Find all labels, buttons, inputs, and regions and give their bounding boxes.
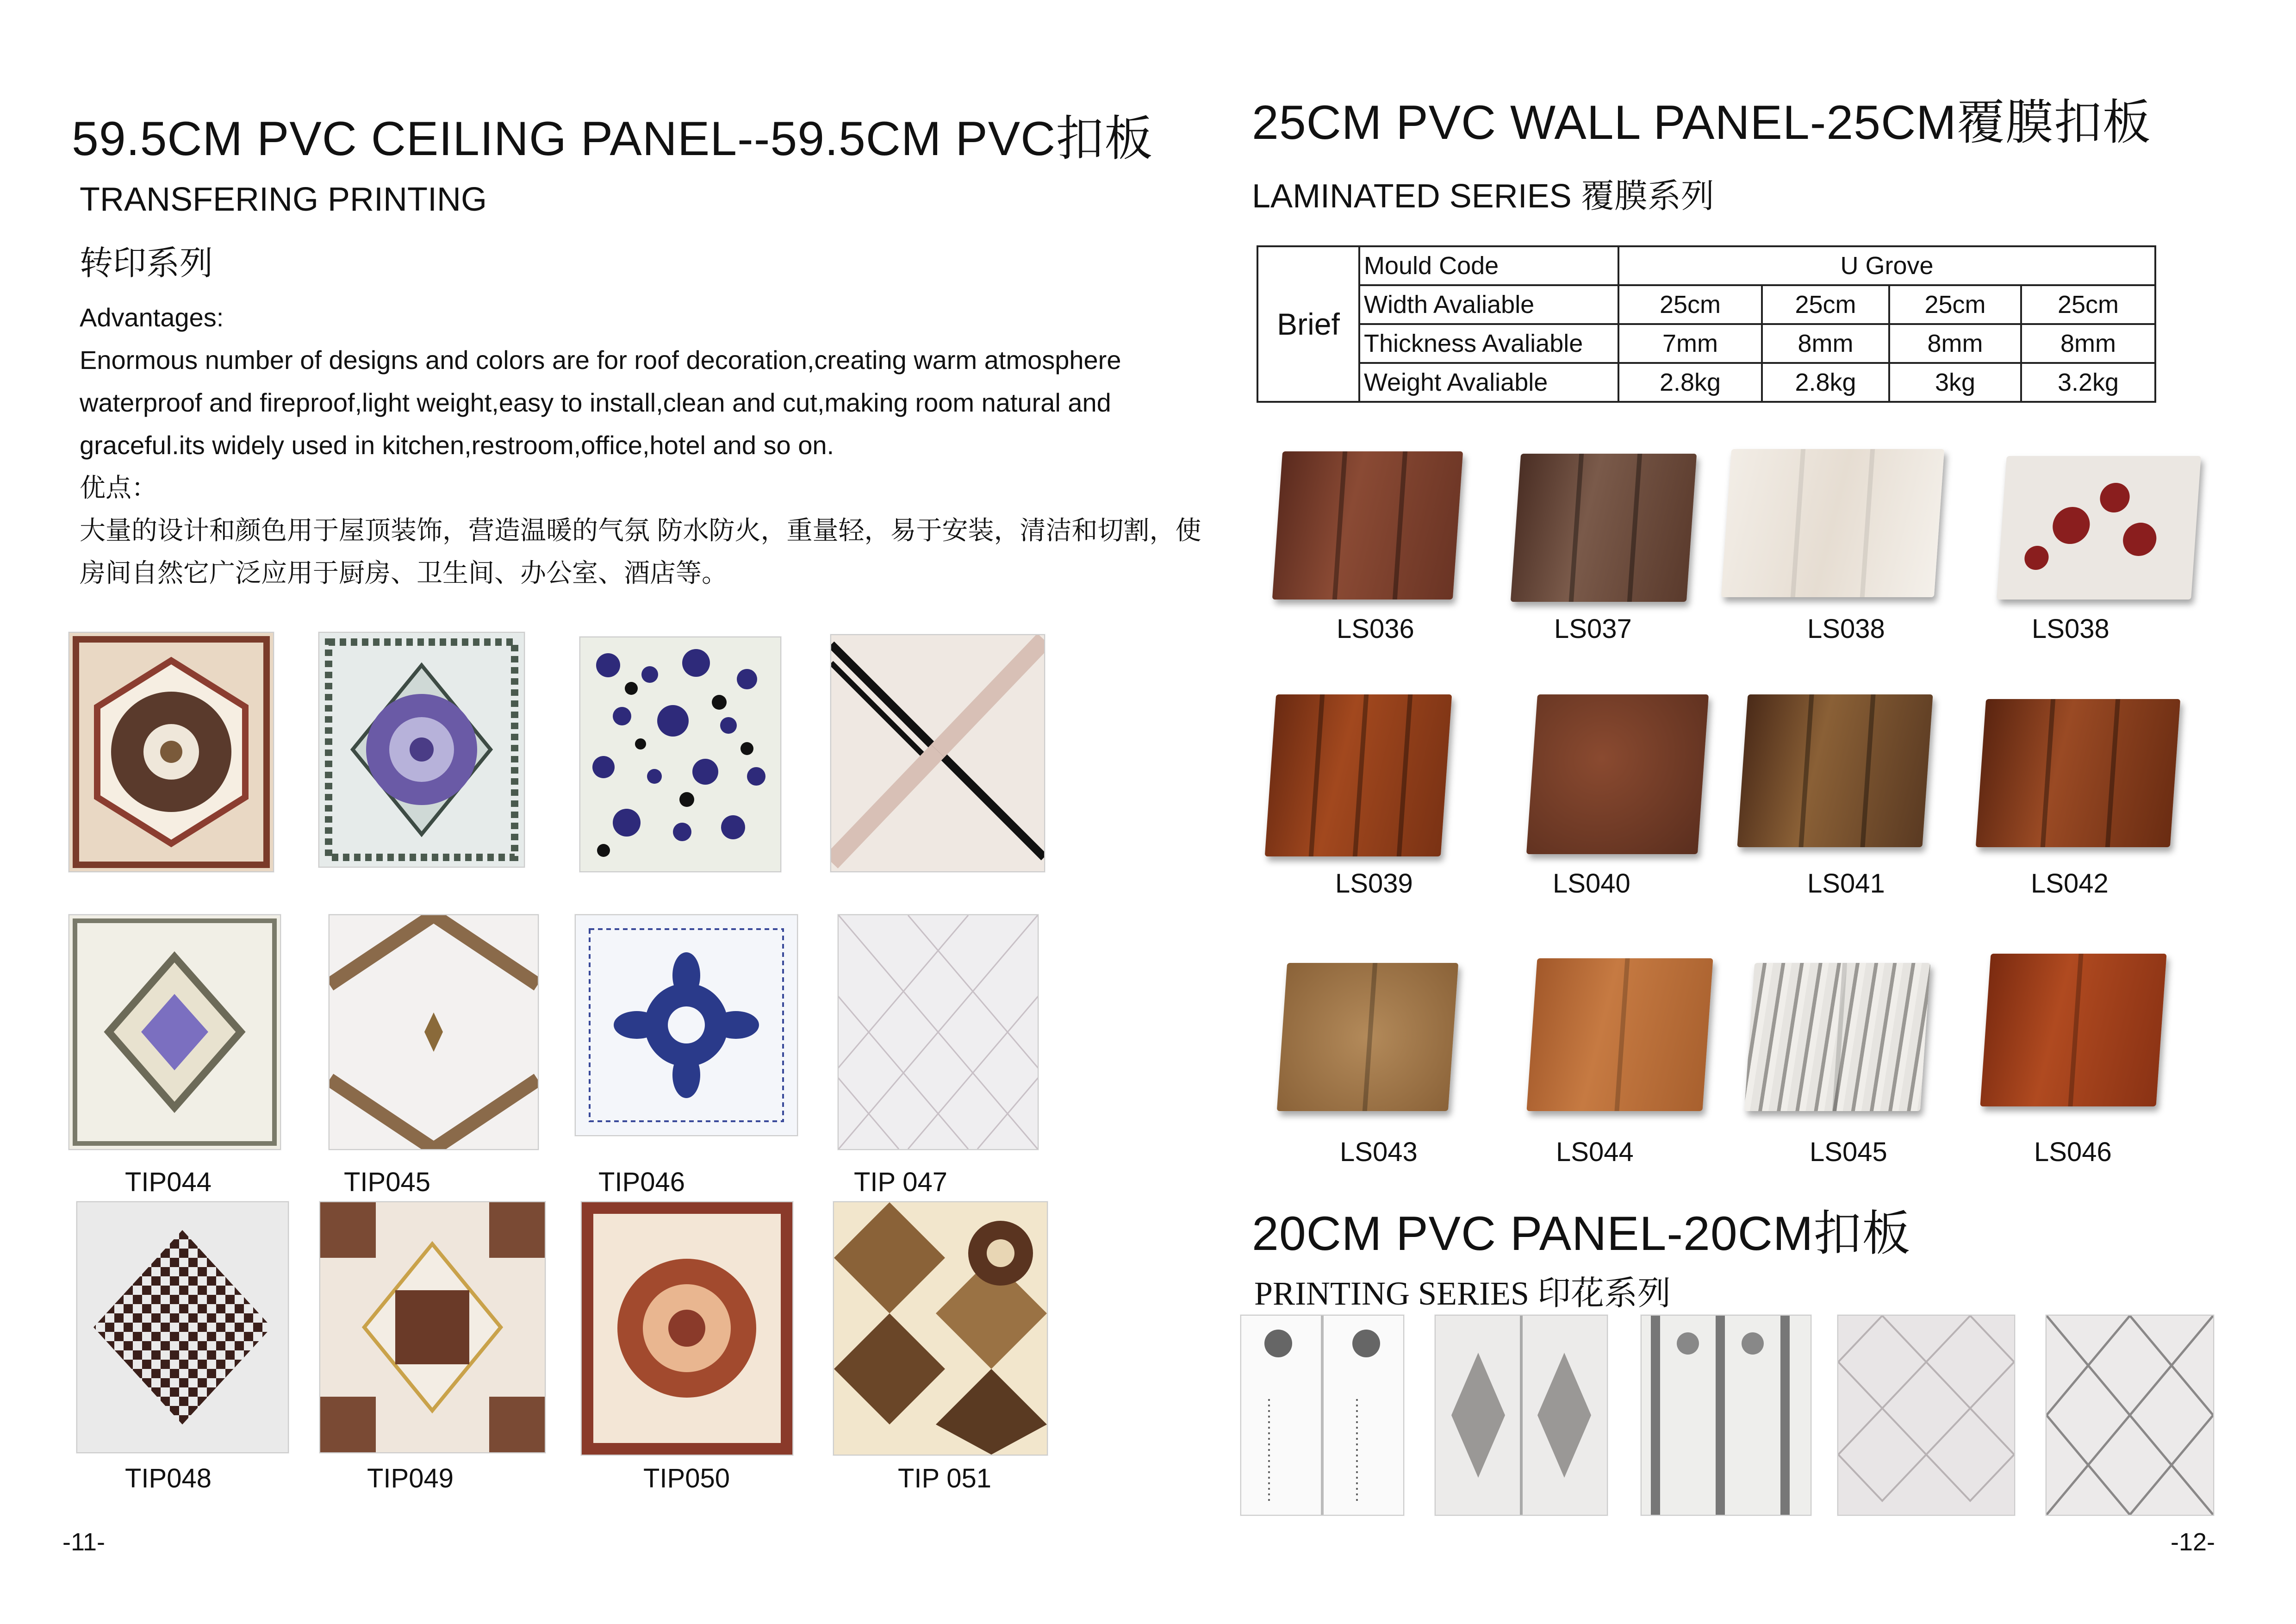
spec-cell: 25cm [1762,285,1889,324]
product-code-label: TIP049 [367,1463,454,1493]
product-code-label: LS036 [1337,614,1414,644]
spec-cell: 25cm [1618,285,1762,324]
printing-panel-image [1641,1315,1811,1516]
advantages-heading: Advantages: [80,303,224,332]
product-code-label: TIP048 [125,1463,212,1493]
advantages-cn-line: 大量的设计和颜色用于屋顶装饰，营造温暖的气氛 防水防火，重量轻，易于安装，清洁和切割，使 [80,516,1201,545]
ceiling-panel-image [575,914,798,1136]
wall-panel-image [1265,694,1452,856]
spec-cell: 2.8kg [1618,363,1762,402]
wall-panel-image [1721,449,1944,597]
product-code-label: LS043 [1340,1137,1418,1167]
ceiling-panel-image [76,1201,289,1453]
ceiling-panel-image [68,914,281,1150]
wall-panel-image [1526,958,1713,1111]
left-subtitle-en: TRANSFERING PRINTING [80,181,487,218]
product-code-label: LS042 [2031,868,2109,899]
spec-row-label: Thickness Avaliable [1359,324,1618,363]
wall-panel-image [1997,456,2201,600]
page-number-right: -12- [2171,1528,2215,1556]
advantages-cn-line: 房间自然它广泛应用于厨房、卫生间、办公室、酒店等。 [80,558,728,587]
wall-panel-image [1976,699,2180,847]
ceiling-panel-image [830,634,1045,872]
ceiling-panel-image [319,1201,546,1453]
product-code-label: LS040 [1553,868,1630,899]
wall-panel-image [1737,694,1933,847]
right-page-title: 25CM PVC WALL PANEL-25CM覆膜扣板 [1252,96,2151,150]
printing-panel-image [1240,1315,1404,1516]
ceiling-panel-image [329,914,539,1150]
product-code-label: TIP045 [344,1167,430,1197]
wall-panel-image [1272,451,1463,600]
wall-panel-image [1980,954,2166,1106]
ceiling-panel-image [68,632,274,872]
spec-table [1257,245,2156,403]
product-code-label: TIP044 [125,1167,212,1197]
product-code-label: LS041 [1807,868,1885,899]
ceiling-panel-image [838,914,1039,1150]
section-title-20cm: 20CM PVC PANEL-20CM扣板 [1252,1207,1911,1261]
ceiling-panel-image [318,632,525,868]
printing-panel-image [1837,1315,2015,1516]
advantages-line: Enormous number of designs and colors are for roof decoration,creating warm atmosphere [80,345,1121,375]
product-code-label: LS046 [2034,1137,2112,1167]
left-page-title: 59.5CM PVC CEILING PANEL--59.5CM PVC扣板 [72,112,1153,166]
wall-panel-image [1526,694,1709,854]
spec-cell: 8mm [1762,324,1889,363]
product-code-label: LS038 [1807,614,1885,644]
product-code-label: TIP 051 [898,1463,992,1493]
product-code-label: TIP050 [643,1463,730,1493]
spec-cell: U Grove [1618,246,2155,285]
product-code-label: LS039 [1335,868,1413,899]
product-code-label: LS037 [1554,614,1632,644]
spec-brief-cell: Brief [1257,246,1359,402]
ceiling-panel-image [833,1201,1048,1455]
page-number-left: -11- [62,1528,106,1556]
spec-cell: 25cm [2021,285,2155,324]
section-subtitle-printing: PRINTING SERIES 印花系列 [1254,1275,1671,1312]
product-code-label: LS038 [2032,614,2109,644]
advantages-block [80,296,1201,594]
advantages-line: graceful.its widely used in kitchen,restroom,office,hotel and so on. [80,431,834,460]
product-code-label: TIP046 [598,1167,685,1197]
printing-panel-image [2046,1315,2214,1516]
spec-cell: 2.8kg [1762,363,1889,402]
spec-cell: 8mm [1889,324,2021,363]
wall-panel-image [1277,963,1458,1111]
spec-cell: 3kg [1889,363,2021,402]
spec-cell: 7mm [1618,324,1762,363]
right-subtitle: LAMINATED SERIES 覆膜系列 [1252,178,1714,215]
spec-cell: 3.2kg [2021,363,2155,402]
advantages-line: waterproof and fireproof,light weight,easy to install,clean and cut,making room natural and [80,388,1111,417]
spec-cell: 8mm [2021,324,2155,363]
product-code-label: LS045 [1810,1137,1887,1167]
printing-panel-image [1435,1315,1608,1516]
wall-panel-image [1511,454,1697,602]
spec-row-label: Mould Code [1359,246,1618,285]
product-code-label: LS044 [1556,1137,1634,1167]
advantages-heading-cn: 优点： [80,473,157,502]
spec-cell: 25cm [1889,285,2021,324]
left-subtitle-cn: 转印系列 [80,245,213,282]
wall-panel-image [1744,963,1930,1111]
ceiling-panel-image [579,637,781,872]
spec-row-label: Weight Avaliable [1359,363,1618,402]
spec-row-label: Width Avaliable [1359,285,1618,324]
product-code-label: TIP 047 [854,1167,948,1197]
ceiling-panel-image [581,1201,793,1455]
